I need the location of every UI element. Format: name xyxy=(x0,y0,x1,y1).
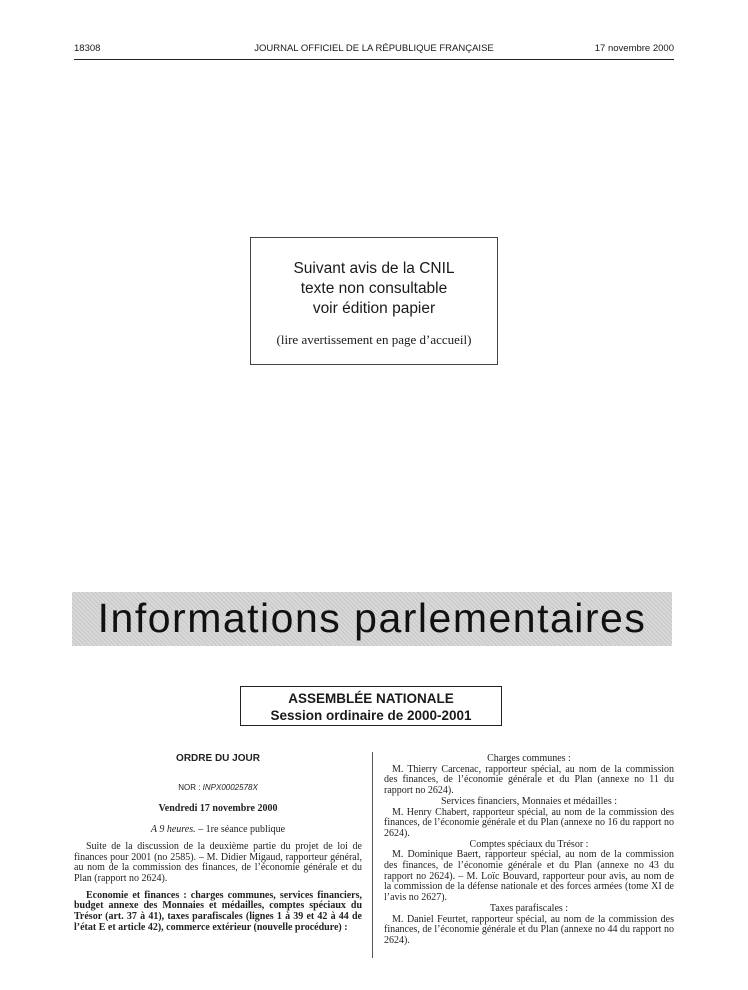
header-rule xyxy=(74,59,674,60)
banner-title: Informations parlementaires xyxy=(97,595,647,641)
cnil-line-1: Suivant avis de la CNIL xyxy=(293,260,455,277)
agenda-paragraph-1: Suite de la discussion de la deuxième partie du projet de loi de finances pour 2001 (no 2585). – M. Didier Migaud, rapporteur général, au nom de la commission des finances, de l’économie générale et du Plan (rapport no 2624). xyxy=(74,840,362,884)
left-column xyxy=(74,754,362,933)
heading-charges-communes: Charges communes : xyxy=(487,753,571,764)
heading-taxes-parafiscales: Taxes parafiscales : xyxy=(489,902,569,914)
seance-label: – 1re séance publique xyxy=(195,824,286,836)
assembly-name: ASSEMBLÉE NATIONALE xyxy=(288,691,454,706)
cnil-note: (lire avertissement en page d’accueil) xyxy=(276,332,472,347)
heading-services-financiers: Services financiers, Monnaies et médailles : xyxy=(440,795,618,807)
section-banner xyxy=(72,592,672,646)
page-header xyxy=(74,43,674,57)
ordre-du-jour-title: ORDRE DU JOUR xyxy=(176,753,260,764)
seance-line xyxy=(74,825,362,836)
header-date: 17 novembre 2000 xyxy=(594,43,674,54)
assembly-box xyxy=(240,686,502,726)
journal-title: JOURNAL OFFICIEL DE LA RÉPUBLIQUE FRANÇAISE xyxy=(254,43,494,54)
agenda-paragraph-2: Economie et finances : charges communes, services financiers, budget annexe des Monnaies et médailles, comptes spéciaux du Trésor (art. 37 à 41), taxes parafiscales (lignes 1 à 39 et 42 à 44 de l’état E et article 42), commerce extérieur (nouvelle procédure) : xyxy=(74,889,362,933)
seance-time: A 9 heures. xyxy=(150,824,196,836)
nor-label: NOR : xyxy=(178,782,201,792)
cnil-line-3: voir édition papier xyxy=(312,300,436,317)
nor-code: INPX0002578X xyxy=(202,782,258,792)
cnil-line-2: texte non consultable xyxy=(300,280,448,297)
session-date: Vendredi 17 novembre 2000 xyxy=(158,803,278,815)
cnil-notice-box xyxy=(250,237,498,365)
rapporteur-chabert: M. Henry Chabert, rapporteur spécial, au nom de la commission des finances, de l’économie générale et du Plan (annexe no 16 du rapport no 2624). xyxy=(384,806,674,839)
rapporteur-baert-bouvard: M. Dominique Baert, rapporteur spécial, au nom de la commission des finances, de l’économie générale et du Plan (annexe no 43 du rapport no 2624). – M. Loïc Bouvard, rapporteur pour avis, au nom de la commission de la défense nationale et des forces armées (tome XI de l’avis no 2627). xyxy=(384,849,674,904)
session-label: Session ordinaire de 2000-2001 xyxy=(270,708,472,723)
heading-comptes-speciaux: Comptes spéciaux du Trésor : xyxy=(469,838,589,850)
nor-reference xyxy=(74,783,362,794)
right-column xyxy=(384,754,674,947)
column-divider xyxy=(372,752,373,958)
rapporteur-carcenac: M. Thierry Carcenac, rapporteur spécial, au nom de la commission des finances, de l’économie générale et du Plan (annexe no 11 du rapport no 2624). xyxy=(384,763,674,797)
page-number: 18308 xyxy=(74,43,101,54)
rapporteur-feurtet: M. Daniel Feurtet, rapporteur spécial, au nom de la commission des finances, de l’économie générale et du Plan (annexe no 44 du rapport no 2624). xyxy=(384,913,674,946)
